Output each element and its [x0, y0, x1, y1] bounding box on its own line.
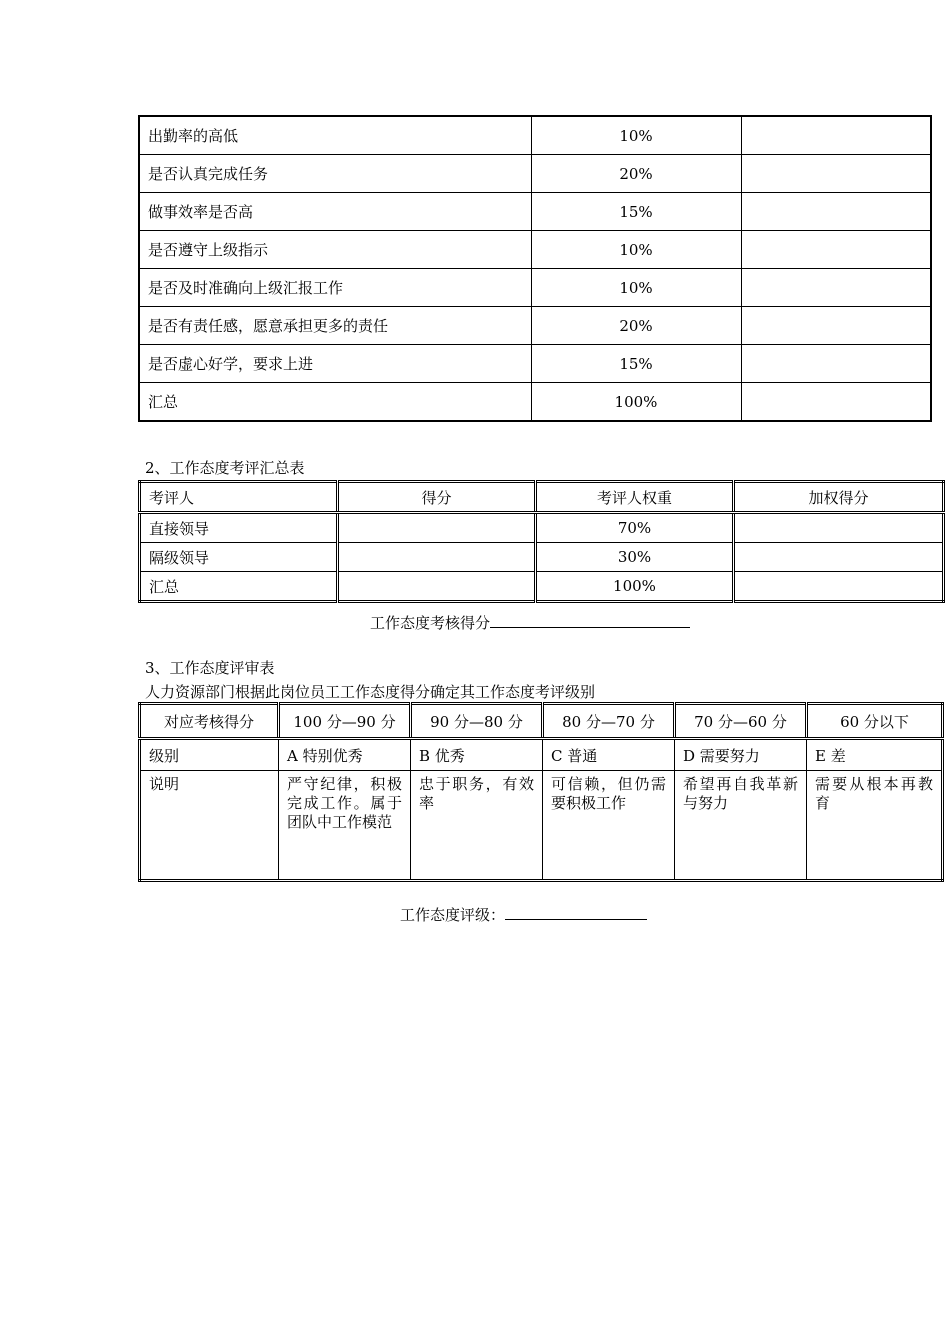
description-a: 严守纪律，积极完成工作。属于团队中工作模范: [279, 771, 411, 881]
score-cell[interactable]: [741, 307, 931, 345]
item-cell: 是否及时准确向上级汇报工作: [139, 269, 531, 307]
description-row: [140, 771, 943, 881]
score-cell[interactable]: [338, 513, 536, 543]
score-cell[interactable]: [741, 231, 931, 269]
weight-cell: 20%: [531, 307, 741, 345]
section3-subtitle: 人力资源部门根据此岗位员工工作态度得分确定其工作态度考评级别: [145, 683, 596, 701]
level-b: B 优秀: [411, 739, 543, 771]
level-c: C 普通: [543, 739, 675, 771]
table-row: [140, 513, 944, 543]
score-cell[interactable]: [741, 116, 931, 155]
table-header-row: [140, 482, 944, 513]
description-e: 需要从根本再教育: [807, 771, 943, 881]
score-cell[interactable]: [338, 572, 536, 602]
score-cell[interactable]: [741, 345, 931, 383]
header-rater: 考评人: [140, 482, 338, 513]
level-label: 级别: [140, 739, 279, 771]
section2-title: 2、工作态度考评汇总表: [145, 459, 305, 477]
header-range-a: 100 分—90 分: [279, 704, 411, 739]
item-cell: 汇总: [139, 383, 531, 422]
attitude-rating-label: 工作态度评级：: [400, 906, 506, 924]
header-score: 得分: [338, 482, 536, 513]
header-weighted-score: 加权得分: [734, 482, 944, 513]
description-c: 可信赖，但仍需要积极工作: [543, 771, 675, 881]
level-a: A 特别优秀: [279, 739, 411, 771]
item-cell: 是否有责任感，愿意承担更多的责任: [139, 307, 531, 345]
weight-cell: 10%: [531, 269, 741, 307]
item-cell: 出勤率的高低: [139, 116, 531, 155]
level-row: [140, 739, 943, 771]
table-row: [140, 543, 944, 572]
weight-cell: 100%: [531, 383, 741, 422]
table-row: [139, 116, 931, 155]
rater-cell: 汇总: [140, 572, 338, 602]
attitude-score-line: [370, 612, 690, 633]
header-range-e: 60 分以下: [807, 704, 943, 739]
weight-cell: 20%: [531, 155, 741, 193]
weight-cell: 10%: [531, 231, 741, 269]
header-range-d: 70 分—60 分: [675, 704, 807, 739]
weighted-score-cell[interactable]: [734, 513, 944, 543]
table-row: [139, 231, 931, 269]
table-row: [139, 155, 931, 193]
rater-cell: 隔级领导: [140, 543, 338, 572]
weight-cell: 100%: [536, 572, 734, 602]
score-cell[interactable]: [741, 193, 931, 231]
attitude-items-table: [138, 115, 932, 422]
table-row: [139, 345, 931, 383]
item-cell: 是否遵守上级指示: [139, 231, 531, 269]
table-row-total: [140, 572, 944, 602]
weight-cell: 15%: [531, 345, 741, 383]
description-d: 希望再自我革新与努力: [675, 771, 807, 881]
attitude-rating-table: [138, 702, 944, 882]
attitude-rating-line: [400, 904, 647, 925]
header-score-range: 对应考核得分: [140, 704, 279, 739]
weight-cell: 15%: [531, 193, 741, 231]
table-header-row: [140, 704, 943, 739]
item-cell: 是否虚心好学，要求上进: [139, 345, 531, 383]
attitude-rating-blank[interactable]: [505, 905, 647, 920]
header-range-c: 80 分—70 分: [543, 704, 675, 739]
item-cell: 做事效率是否高: [139, 193, 531, 231]
description-label: 说明: [140, 771, 279, 881]
score-cell[interactable]: [741, 269, 931, 307]
weighted-score-cell[interactable]: [734, 572, 944, 602]
score-cell[interactable]: [741, 155, 931, 193]
section3-title: 3、工作态度评审表: [145, 659, 275, 677]
weight-cell: 30%: [536, 543, 734, 572]
weight-cell: 10%: [531, 116, 741, 155]
attitude-score-blank[interactable]: [490, 613, 690, 628]
table-row: [139, 269, 931, 307]
table-row: [139, 307, 931, 345]
rater-cell: 直接领导: [140, 513, 338, 543]
description-b: 忠于职务，有效率: [411, 771, 543, 881]
table-row-total: [139, 383, 931, 422]
attitude-summary-table: [138, 480, 945, 603]
header-range-b: 90 分—80 分: [411, 704, 543, 739]
score-cell[interactable]: [338, 543, 536, 572]
attitude-score-label: 工作态度考核得分: [370, 614, 491, 632]
level-d: D 需要努力: [675, 739, 807, 771]
item-cell: 是否认真完成任务: [139, 155, 531, 193]
weighted-score-cell[interactable]: [734, 543, 944, 572]
level-e: E 差: [807, 739, 943, 771]
table-row: [139, 193, 931, 231]
score-cell[interactable]: [741, 383, 931, 422]
weight-cell: 70%: [536, 513, 734, 543]
header-weight: 考评人权重: [536, 482, 734, 513]
